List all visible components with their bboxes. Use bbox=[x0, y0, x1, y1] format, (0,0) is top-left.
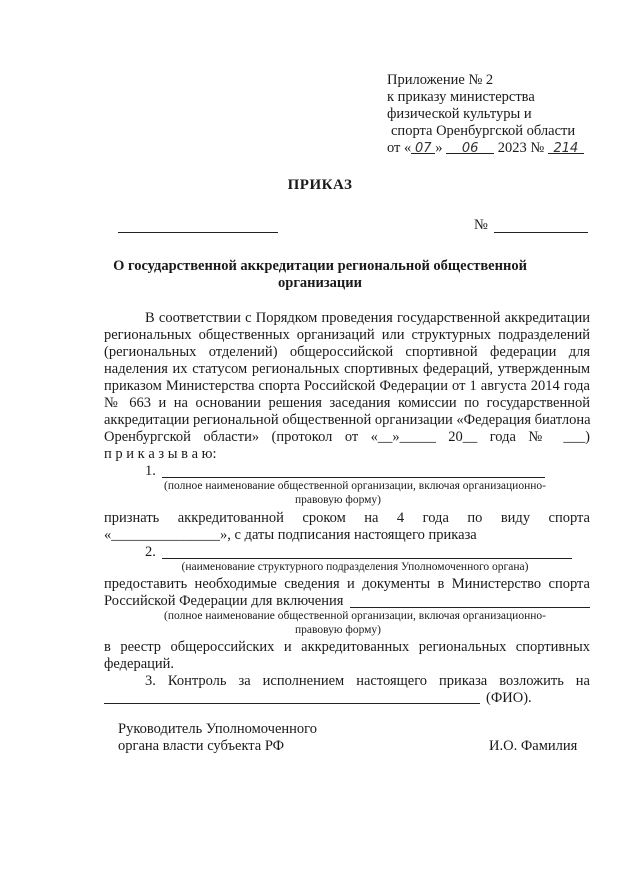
item2-hint2-line-1: (полное наименование общественной организации, включая организационно- bbox=[164, 610, 546, 622]
item2-hint: (наименование структурного подразделения Уполномоченного органа) bbox=[181, 561, 529, 573]
item3-line-1: 3. Контроль за исполнением настоящего приказа возложить на bbox=[145, 673, 590, 689]
item1-hint-line-1: (полное наименование общественной организации, включая организационно- bbox=[164, 480, 546, 492]
body-p1-line-3: (региональных отделений) общероссийской спортивной федерации для bbox=[104, 344, 590, 360]
subject-line-2: организации bbox=[278, 275, 362, 291]
body-p1-line-2: региональных общественных организаций или структурных подразделений bbox=[104, 327, 590, 343]
date-mid: » bbox=[435, 140, 443, 156]
subject-line-1: О государственной аккредитации региональной общественной bbox=[113, 258, 527, 274]
item2-line-3: в реестр общероссийских и аккредитованных региональных спортивных bbox=[104, 639, 590, 655]
appendix-line-1: Приложение № 2 bbox=[387, 72, 494, 88]
date-month: 06 bbox=[446, 140, 494, 154]
item3-fio: (ФИО). bbox=[486, 690, 532, 706]
item2-number: 2. bbox=[145, 544, 156, 560]
date-day: 07 bbox=[411, 140, 435, 154]
item2-line-4: федераций. bbox=[104, 656, 175, 672]
item1-line-2: «_______________», с даты подписания настоящего приказа bbox=[104, 527, 477, 543]
signature-role-line-1: Руководитель Уполномоченного bbox=[118, 721, 317, 737]
item2-line-1: предоставить необходимые сведения и документы в Министерство спорта bbox=[104, 576, 590, 592]
date-blank-line bbox=[118, 232, 278, 233]
appendix-line-2: к приказу министерства bbox=[387, 89, 535, 105]
body-p1-line-6: № 663 и на основании решения заседания комиссии по государственной bbox=[104, 395, 590, 411]
date-prefix: от « bbox=[387, 140, 412, 156]
body-p1-line-8: Оренбургской области» (протокол от «__»_____ 20__ года № ___) bbox=[104, 429, 590, 445]
appendix-line-4: спорта Оренбургской области bbox=[391, 123, 576, 139]
body-p1-line-7: аккредитации региональной общественной организации «Федерация биатлона bbox=[104, 412, 591, 428]
signature-role-line-2: органа власти субъекта РФ bbox=[118, 738, 285, 754]
document-title: ПРИКАЗ bbox=[287, 177, 353, 193]
signature-name: И.О. Фамилия bbox=[489, 738, 578, 754]
item2-blank-line bbox=[162, 558, 572, 559]
item1-hint-line-2: правовую форму) bbox=[295, 494, 381, 506]
body-p1-line-4: наделения их статусом региональных спортивных федераций, утвержденным bbox=[104, 361, 590, 377]
body-p1-line-5: приказом Министерства спорта Российской Федерации от 1 августа 2014 года bbox=[104, 378, 590, 394]
item1-line-1: признать аккредитованной сроком на 4 года по виду спорта bbox=[104, 510, 590, 526]
item2-hint2-line-2: правовую форму) bbox=[295, 624, 381, 636]
number-blank-line bbox=[494, 232, 588, 233]
number-sign: № bbox=[474, 217, 488, 233]
item2-line-2: Российской Федерации для включения bbox=[104, 593, 344, 609]
item3-blank-line bbox=[104, 703, 480, 704]
item1-number: 1. bbox=[145, 463, 156, 479]
date-year: 2023 № bbox=[497, 140, 545, 156]
appendix-line-3: физической культуры и bbox=[387, 106, 532, 122]
item2-blank-line-2 bbox=[350, 607, 590, 608]
item1-blank-line bbox=[162, 477, 545, 478]
body-p1-line-1: В соответствии с Порядком проведения государственной аккредитации bbox=[145, 310, 590, 326]
body-p1-line-9: п р и к а з ы в а ю: bbox=[104, 446, 217, 462]
appendix-date-line bbox=[387, 140, 584, 157]
date-number: 214 bbox=[548, 140, 584, 154]
